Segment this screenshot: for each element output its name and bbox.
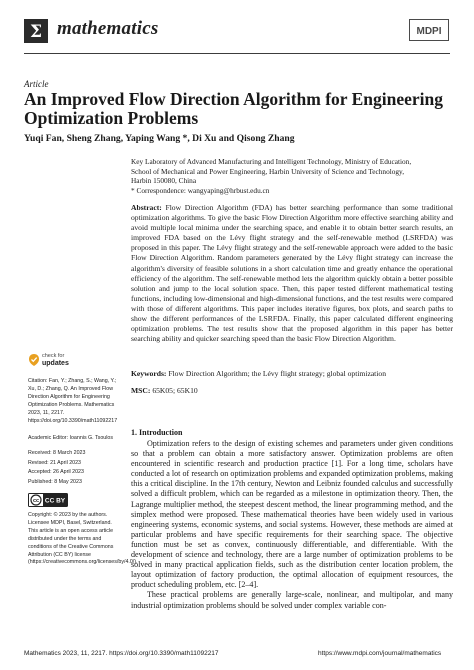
journal-logo (24, 19, 48, 43)
svg-text:CC BY: CC BY (44, 497, 66, 505)
keywords (131, 369, 453, 379)
accepted-date: Accepted: 26 April 2023 (28, 469, 84, 475)
affiliation (131, 157, 451, 195)
copyright-notice: Copyright: © 2023 by the authors. Licensee MDPI, Basel, Switzerland. This article is an open access article distributed under the terms and conditions of the Creative Commons Attribution (CC BY) license (https://creativecommons.org/licenses/by/4.0/). (28, 512, 138, 566)
article-type: Article (24, 79, 49, 89)
article-dates (28, 449, 120, 487)
check-for-updates-icon[interactable] (28, 353, 40, 367)
journal-name: mathematics (57, 18, 159, 39)
article-title: An Improved Flow Direction Algorithm for Engineering Optimization Problems (24, 89, 444, 128)
introduction-body (131, 439, 453, 611)
sigma-icon (24, 19, 48, 43)
svg-text:Σ: Σ (29, 22, 43, 42)
check-for-updates-label-bold[interactable]: updates (42, 360, 69, 367)
revised-date: Revised: 21 April 2023 (28, 459, 82, 466)
academic-editor: Academic Editor: Ioannis G. Tsoulos (28, 435, 113, 441)
affiliation-line: School of Mechanical and Power Engineering, Harbin University of Science and Technology, (131, 166, 405, 176)
published-date: Published: 8 May 2023 (28, 478, 82, 485)
abstract-text: Flow Direction Algorithm (FDA) has better searching performance than some traditional optimization algorithms. To give the basic Flow Direction Algorithm more effective searching ability and avoid multiple local minima under the searching space, and enable it to obtain better search results, an improved FDA based on the Lévy flight strategy and the self-renewable method (LSRFDA) was proposed in this paper. The Lévy flight strategy and the self-renewable approach were added to the basic Flow Direction Algorithm. Random parameters generated by the Lévy flight strategy can increase the algorithm's diversity of feasible solutions in a short calculation time and greatly enhance the operational efficiency of the algorithm. The self-renewable method lets the algorithm quickly obtain a better possible solution and jump to the local solution space. Then, this paper tested different mathematical testing functions, including low-dimensional and high-dimensional functions, and the test results were compared with those of different algorithms. This paper includes iterative figures, box plots, and search paths to show the different performances of the LSRFDA. Finally, this paper calculated different engineering optimization problems. The test results show that the proposed algorithm in this paper has better searching ability and quicker searching speed than the basic Flow Direction Algorithm. (131, 203, 453, 344)
msc (131, 386, 198, 395)
svg-text:cc: cc (32, 498, 40, 505)
footer-citation[interactable]: Mathematics 2023, 11, 2217. https://doi.org/10.3390/math11092217 (24, 650, 219, 657)
svg-text:MDPI: MDPI (416, 26, 442, 37)
paragraph: These practical problems are generally large-scale, nonlinear, and multipolar, and many industrial optimization problems should be solved under complex variable con- (131, 590, 453, 610)
affiliation-line: Harbin 150080, China (131, 176, 197, 186)
abstract-label: Abstract: (131, 203, 162, 212)
authors: Yuqi Fan, Sheng Zhang, Yaping Wang *, Di Xu and Qisong Zhang (24, 133, 295, 144)
received-date: Received: 8 March 2023 (28, 450, 86, 456)
paragraph: Optimization refers to the design of existing schemes and parameters under given conditions so that a problem can obtain a more satisfactory answer. Optimization problems are often encountered in scientific research and production practice [1]. For a long time, scholars have conducted a lot of research on optimization problems and expanded optimization problems, making this a critical discipline. In the 17th century, Newton and Leibniz founded calculus and successfully solved a difficult problem, which can be regarded as a milestone in optimization theory. Then, the Lagrange multiplier method, the steepest descent method, the linear programming method, and the simplex method were proposed. These mathematical theories have been widely used in various engineering systems, economic systems, and social systems. However, these methods are aimed at particular problems and have specific requirements for their searching space. The objective function must be set as convex, continuously differentiable, and differentiable. With the development of science and technology, there are a large number of optimization problems to be solved in many practical application fields, such as the distribution center location problem, the layout optimization of factory production, the optimal allocation of equipment resources, the product scheduling problem, etc. [2–4]. (131, 439, 453, 590)
mdpi-logo-icon (409, 19, 449, 41)
check-for-updates-label[interactable]: check for (42, 353, 65, 359)
footer-journal-link[interactable]: https://www.mdpi.com/journal/mathematics (318, 650, 442, 657)
section-heading: 1. Introduction (131, 428, 183, 437)
correspondence[interactable]: * Correspondence: wangyaping@hrbust.edu.cn (131, 185, 270, 195)
affiliation-line: Key Laboratory of Advanced Manufacturing and Intelligent Technology, Ministry of Education, (131, 157, 412, 166)
abstract (131, 203, 453, 344)
msc-label: MSC: (131, 386, 151, 395)
cc-by-license-icon[interactable] (28, 493, 68, 507)
msc-text: 65K05; 65K10 (152, 386, 198, 395)
header-rule (24, 53, 450, 54)
citation: Citation: Fan, Y.; Zhang, S.; Wang, Y.; Xu, D.; Zhang, Q. An Improved Flow Direction Algorithm for Engineering Optimization Problems. Mathematics 2023, 11, 2217. https://doi.org/10.3390/math11092217 (28, 378, 118, 424)
mdpi-logo[interactable] (409, 19, 449, 41)
keywords-label: Keywords: (131, 369, 167, 378)
keywords-text: Flow Direction Algorithm; the Lévy flight strategy; global optimization (168, 369, 386, 378)
